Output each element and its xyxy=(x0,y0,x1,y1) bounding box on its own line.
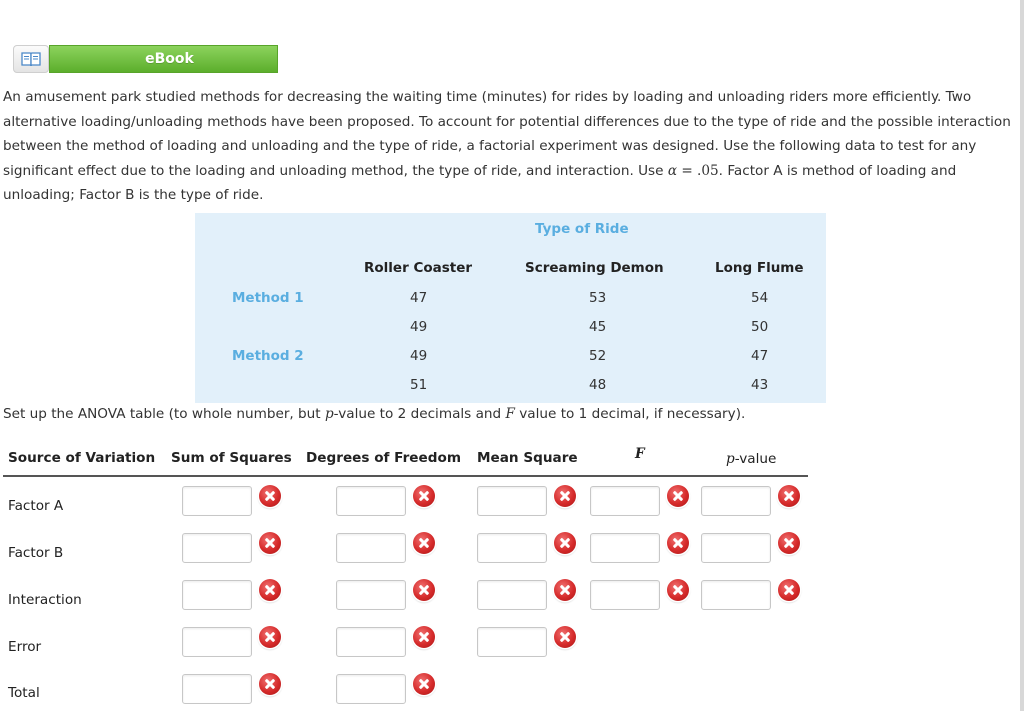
table-cell: 47 xyxy=(751,348,769,364)
row-label-factor-a: Factor A xyxy=(8,498,64,514)
ride-data-table xyxy=(195,213,826,403)
factor-b-ss-input[interactable] xyxy=(182,533,252,563)
interaction-ms-input[interactable] xyxy=(477,580,547,610)
incorrect-x-icon xyxy=(667,485,689,507)
column-header: Roller Coaster xyxy=(364,260,473,276)
header-sum-of-squares: Sum of Squares xyxy=(171,450,292,466)
incorrect-x-icon xyxy=(413,673,435,695)
incorrect-x-icon xyxy=(778,532,800,554)
incorrect-x-icon xyxy=(554,579,576,601)
method-label: Method 2 xyxy=(232,348,304,364)
interaction-ss-input[interactable] xyxy=(182,580,252,610)
f-symbol: F xyxy=(505,406,515,422)
factor-b-f-input[interactable] xyxy=(590,533,660,563)
table-cell: 45 xyxy=(589,319,607,335)
interaction-df-input[interactable] xyxy=(336,580,406,610)
table-cell: 47 xyxy=(410,290,428,306)
incorrect-x-icon xyxy=(554,626,576,648)
row-label-total: Total xyxy=(8,685,40,701)
row-label-factor-b: Factor B xyxy=(8,545,64,561)
incorrect-x-icon xyxy=(667,579,689,601)
incorrect-x-icon xyxy=(413,626,435,648)
column-header: Long Flume xyxy=(715,260,804,276)
interaction-p-input[interactable] xyxy=(701,580,771,610)
book-icon xyxy=(21,51,41,67)
row-label-interaction: Interaction xyxy=(8,592,82,608)
table-cell: 54 xyxy=(751,290,769,306)
factor-a-df-input[interactable] xyxy=(336,486,406,516)
p-symbol: p xyxy=(324,406,334,422)
factor-b-ms-input[interactable] xyxy=(477,533,547,563)
setup-instruction: Set up the ANOVA table (to whole number, but p-value to 2 decimals and F value to 1 decimal, if necessary). xyxy=(3,406,746,422)
incorrect-x-icon xyxy=(554,485,576,507)
header-f: F xyxy=(635,446,645,462)
page-edge xyxy=(1020,0,1024,711)
error-ss-input[interactable] xyxy=(182,627,252,657)
error-ms-input[interactable] xyxy=(477,627,547,657)
anova-header-row xyxy=(3,441,808,477)
interaction-f-input[interactable] xyxy=(590,580,660,610)
ebook-icon-button[interactable] xyxy=(13,45,49,73)
incorrect-x-icon xyxy=(554,532,576,554)
table-cell: 43 xyxy=(751,377,769,393)
table-title: Type of Ride xyxy=(535,221,629,237)
incorrect-x-icon xyxy=(667,532,689,554)
factor-a-f-input[interactable] xyxy=(590,486,660,516)
incorrect-x-icon xyxy=(413,532,435,554)
table-cell: 49 xyxy=(410,348,428,364)
incorrect-x-icon xyxy=(259,673,281,695)
factor-a-ss-input[interactable] xyxy=(182,486,252,516)
ebook-label: eBook xyxy=(145,51,194,67)
factor-b-p-input[interactable] xyxy=(701,533,771,563)
header-p-value: p-value xyxy=(726,451,777,467)
table-cell: 49 xyxy=(410,319,428,335)
incorrect-x-icon xyxy=(413,485,435,507)
alpha-symbol: α xyxy=(667,162,678,179)
header-source: Source of Variation xyxy=(8,450,156,466)
alpha-value: = .05 xyxy=(677,162,719,179)
incorrect-x-icon xyxy=(778,485,800,507)
total-ss-input[interactable] xyxy=(182,674,252,704)
ebook-button[interactable] xyxy=(49,45,278,73)
row-label-error: Error xyxy=(8,639,42,655)
incorrect-x-icon xyxy=(259,532,281,554)
incorrect-x-icon xyxy=(259,579,281,601)
problem-statement: An amusement park studied methods for decreasing the waiting time (minutes) for rides by loading and unloading riders more efficiently. Two alternative loading/unloading methods have been proposed. To account for potential differences due to the type of ride and the possible interaction between the method of loading and unloading and the type of ride, a factorial experiment was designed. Use the following data to test for any significant effect due to the loading and unloading method, the type of ride, and interaction. Use α = .05. Factor A is method of loading and unloading; Factor B is the type of ride. xyxy=(3,89,1011,203)
incorrect-x-icon xyxy=(259,485,281,507)
table-cell: 51 xyxy=(410,377,428,393)
header-degrees-of-freedom: Degrees of Freedom xyxy=(306,450,461,466)
header-mean-square: Mean Square xyxy=(477,450,578,466)
factor-b-df-input[interactable] xyxy=(336,533,406,563)
table-cell: 53 xyxy=(589,290,607,306)
table-cell: 52 xyxy=(589,348,607,364)
table-cell: 48 xyxy=(589,377,607,393)
factor-a-p-input[interactable] xyxy=(701,486,771,516)
incorrect-x-icon xyxy=(413,579,435,601)
incorrect-x-icon xyxy=(259,626,281,648)
table-cell: 50 xyxy=(751,319,769,335)
total-df-input[interactable] xyxy=(336,674,406,704)
factor-a-ms-input[interactable] xyxy=(477,486,547,516)
method-label: Method 1 xyxy=(232,290,304,306)
incorrect-x-icon xyxy=(778,579,800,601)
column-header: Screaming Demon xyxy=(525,260,664,276)
error-df-input[interactable] xyxy=(336,627,406,657)
